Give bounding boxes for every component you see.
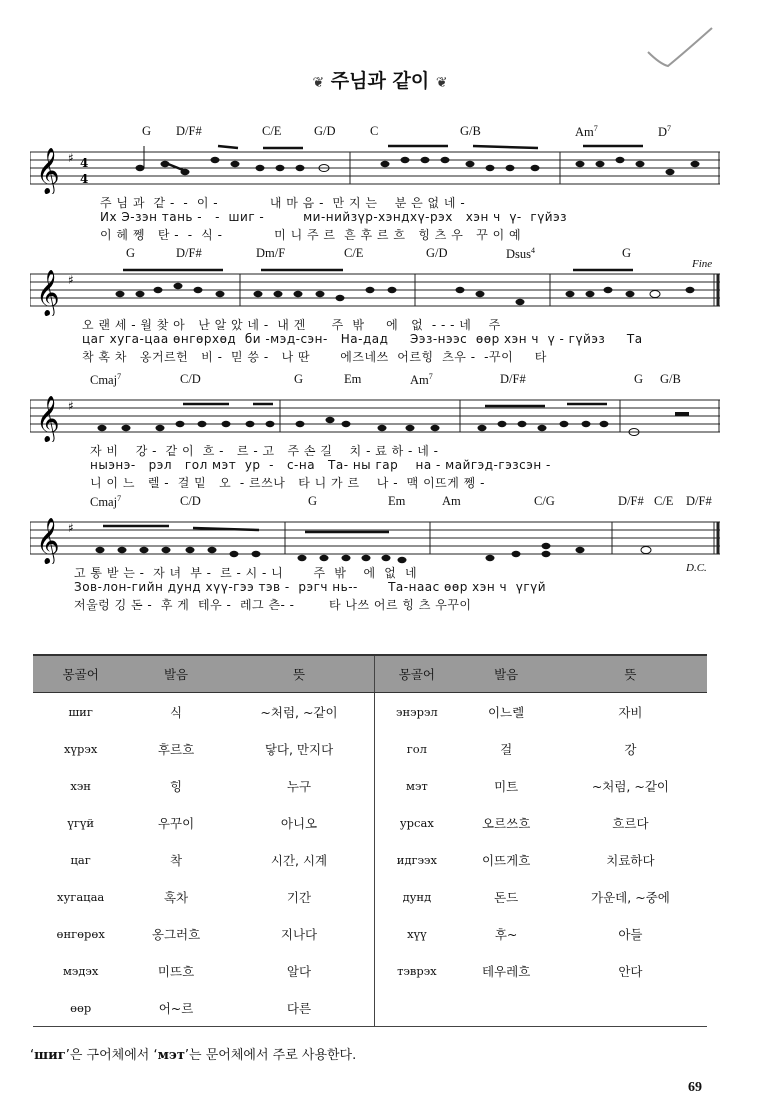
svg-text:4: 4 <box>80 156 89 170</box>
cell: 오르쓰흐 <box>481 815 531 831</box>
chord: G <box>634 372 644 386</box>
lyrics-korean: 오 랜 세 - 월 찾 아 난 알 았 네 - 내 겐 주 밖 에 없 - - - 네 주 <box>82 318 501 332</box>
cell: 이느렐 <box>488 704 525 720</box>
cell: тэврэх <box>375 952 459 989</box>
lyrics-pronunciation: 착 혹 차 옹거르헌 비 - 믿 씅 - 나 딴 에즈네쓰 어르힝 츠우 - -꾸이 타 <box>82 350 547 364</box>
table-row <box>33 841 707 878</box>
cell: 착 <box>170 852 183 868</box>
cell: гол <box>375 730 459 767</box>
page-number: 69 <box>688 1080 702 1095</box>
cell <box>458 989 553 1027</box>
svg-text:𝄞: 𝄞 <box>36 396 60 442</box>
chord: C/E <box>344 246 364 260</box>
svg-text:♯: ♯ <box>68 521 74 535</box>
cell: хугацаа <box>57 889 105 904</box>
note-text-1: ’은 구어체에서 ‘ <box>65 1048 158 1063</box>
svg-text:♯: ♯ <box>68 151 74 165</box>
chord: G/B <box>660 372 681 386</box>
chord: C <box>370 124 379 138</box>
song-title <box>0 66 760 93</box>
cell: хүү <box>375 915 459 952</box>
chord: D/F# <box>176 124 202 138</box>
chord: G/D <box>314 124 336 138</box>
cell: 자비 <box>618 704 643 720</box>
staff-notation <box>30 142 720 194</box>
chord: C/E <box>654 494 674 508</box>
cell: 아니오 <box>280 815 318 831</box>
cell: мэдэх <box>62 963 99 978</box>
note-word-1: шиг <box>34 1048 66 1063</box>
cell: 테우레흐 <box>481 963 531 979</box>
table-row <box>33 915 707 952</box>
title-ornament-left-icon: ❦ <box>312 75 325 91</box>
lyrics-korean: 고 통 받 는 - 자 녀 부 - 르 - 시 - 니 주 밖 에 없 네 <box>74 566 418 580</box>
chord: C/D <box>180 494 201 508</box>
chord: G <box>126 246 136 260</box>
cell: 기간 <box>286 889 312 905</box>
cell: 안다 <box>618 963 643 979</box>
chord: D/F# <box>500 372 526 386</box>
chord-row <box>30 372 720 390</box>
svg-text:𝄞: 𝄞 <box>36 148 60 194</box>
lyrics-pronunciation: 니 이 느 렐 - 걸 밑 오 - 르쓰나 타 니 가 르 나 - 맥 이뜨게 쩽 - <box>90 476 485 490</box>
chord: C/G <box>534 494 555 508</box>
table-row <box>33 767 707 804</box>
cell <box>375 989 459 1027</box>
staff-notation <box>30 512 720 564</box>
cell: өнгөрөх <box>56 926 105 941</box>
cell: 시간, 시계 <box>270 852 328 868</box>
staff <box>30 142 720 194</box>
cell: цаг <box>70 852 91 867</box>
cell: 후르흐 <box>157 741 195 757</box>
header-pronunciation: 발음 <box>458 655 553 693</box>
chord: Dm/F <box>256 246 286 260</box>
chord: D/F# <box>686 494 712 508</box>
cell <box>554 989 707 1027</box>
chord-row <box>30 494 720 512</box>
lyrics-mongolian: Зов-лон-гийн дунд хүү-гээ тэв - рэгч нь-- Та-наас өөр хэн ч үгүй <box>74 580 547 594</box>
chord: Cmaj$^7$ <box>90 494 122 510</box>
staff <box>30 390 720 442</box>
cell: 옹그러흐 <box>151 926 201 942</box>
chord: Am$^7$ <box>410 372 433 388</box>
title-ornament-right-icon: ❦ <box>435 75 448 91</box>
chord: Cmaj$^7$ <box>90 372 122 388</box>
chord: G <box>622 246 632 260</box>
header-meaning: 뜻 <box>224 655 375 693</box>
cell: хэн <box>70 778 91 793</box>
chord: G <box>142 124 152 138</box>
cell: 강 <box>624 741 637 757</box>
note-word-2: мэт <box>157 1048 185 1063</box>
music-system-2 <box>30 246 720 364</box>
chord: G/D <box>426 246 448 260</box>
cell: 누구 <box>286 778 312 794</box>
chord: Am <box>442 494 461 508</box>
cell: 지나다 <box>280 926 318 942</box>
chord: Em <box>344 372 362 386</box>
svg-text:𝄞: 𝄞 <box>36 518 60 564</box>
cell: урсах <box>375 804 459 841</box>
chord-row <box>30 124 720 142</box>
chord: G <box>308 494 318 508</box>
cell: 걸 <box>500 741 513 757</box>
cell: үгүй <box>67 815 95 830</box>
table-row <box>33 693 707 731</box>
cell: 닿다, 만지다 <box>264 741 334 757</box>
cell: 이뜨게흐 <box>481 852 531 868</box>
cell: 흐르다 <box>612 815 649 831</box>
cell: шиг <box>68 704 93 719</box>
chord-row <box>30 246 720 264</box>
chord: G/B <box>460 124 481 138</box>
cell: 후~ <box>494 926 518 942</box>
lyrics-mongolian: ныэнэ- рэл гол мэт ур - с-на Та- ны гар на - майгэд-гэзсэн - <box>90 458 551 472</box>
chord: C/D <box>180 372 201 386</box>
chord: G <box>294 372 304 386</box>
cell: 다른 <box>224 989 375 1027</box>
chord: Em <box>388 494 406 508</box>
svg-text:♯: ♯ <box>68 399 74 413</box>
title-text: 주님과 같이 <box>330 70 430 92</box>
cell: 아들 <box>618 926 643 942</box>
cell: 식 <box>170 704 183 720</box>
table-row <box>33 952 707 989</box>
cell: 미트 <box>494 778 519 794</box>
cell: мэт <box>375 767 459 804</box>
chord: C/E <box>262 124 282 138</box>
lyrics-mongolian: Их Э-зэн тань - - шиг - ми-нийзүр-хэндхү-рэх хэн ч ү- гүйэз <box>100 210 568 224</box>
svg-text:𝄞: 𝄞 <box>36 270 60 316</box>
header-meaning: 뜻 <box>554 655 707 693</box>
fine-marking: Fine <box>692 258 713 270</box>
cell: 어~르 <box>128 989 223 1027</box>
table-row <box>33 878 707 915</box>
table-row <box>33 989 707 1027</box>
dc-marking: D.C. <box>686 562 707 574</box>
cell: идгээх <box>375 841 459 878</box>
lyrics-korean: 자 비 강 - 같 이 흐 - 르 - 고 주 손 길 치 - 료 하 - 네 - <box>90 444 439 458</box>
cell: 혹차 <box>163 889 189 905</box>
vocabulary-table <box>33 654 707 1027</box>
note-text-2: ’는 문어체에서 주로 사용한다. <box>184 1048 357 1063</box>
table-row <box>33 730 707 767</box>
cell: 우꾸이 <box>157 815 195 831</box>
staff-notation <box>30 264 720 316</box>
check-mark-icon <box>640 22 720 72</box>
staff-notation <box>30 390 720 442</box>
chord: $D^7$ <box>658 124 672 140</box>
chord: Dsus$^4$ <box>506 246 536 262</box>
cell: 가운데, ~중에 <box>591 889 670 905</box>
header-mongolian: 몽골어 <box>375 655 459 693</box>
cell: энэрэл <box>375 693 459 731</box>
cell: өөр <box>33 989 128 1027</box>
cell: 미뜨흐 <box>157 963 195 979</box>
svg-text:♯: ♯ <box>68 273 74 287</box>
lyrics-pronunciation: 이 헤 쩽 탄 - - 식 - 미 니 주 르 흔 후 르 흐 힝 츠 우 꾸 이 예 <box>100 228 522 242</box>
table-row <box>33 804 707 841</box>
staff <box>30 258 720 316</box>
cell: 돈드 <box>494 889 519 905</box>
header-mongolian: 몽골어 <box>33 655 128 693</box>
cell: дунд <box>375 878 459 915</box>
music-system-3 <box>30 372 720 490</box>
lyrics-mongolian: цаг хуга-цаа өнгөрхөд би -мэд-сэн- На-дад Ээз-нээс өөр хэн ч ү - гүйэз Та <box>82 332 643 346</box>
lyrics-pronunciation: 저울렁 깅 돈 - 후 게 테우 - 레그 츤- - 타 나쓰 어르 힝 츠 우꾸이 <box>74 598 472 612</box>
chord: D/F# <box>176 246 202 260</box>
svg-text:4: 4 <box>80 172 89 186</box>
cell: 힝 <box>170 778 183 794</box>
cell: ~처럼, ~같이 <box>591 778 670 794</box>
usage-note: ‘шиг’은 구어체에서 ‘мэт’는 문어체에서 주로 사용한다. <box>30 1048 357 1063</box>
lyrics-korean: 주 님 과 같 - - 이 - 내 마 음 - 만 지 는 분 은 없 네 - <box>100 196 466 210</box>
cell: ~처럼, ~같이 <box>260 704 338 720</box>
music-system-1 <box>30 124 720 242</box>
chord: Am$^7$ <box>575 124 598 140</box>
chord: D/F# <box>618 494 644 508</box>
header-pronunciation: 발음 <box>128 655 223 693</box>
music-system-4 <box>30 494 720 612</box>
table-header-row <box>33 655 707 693</box>
cell: 알다 <box>286 963 312 979</box>
cell: хүрэх <box>64 741 98 756</box>
cell: 치료하다 <box>606 852 655 868</box>
